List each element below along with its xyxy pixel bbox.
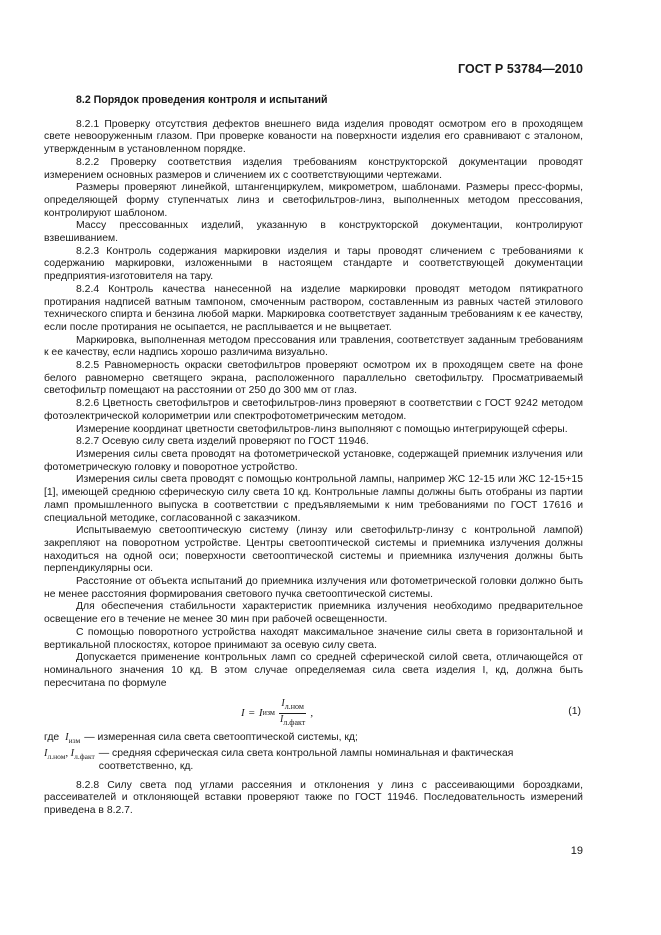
where-symbol-1-sub: изм xyxy=(68,736,81,746)
formula xyxy=(241,698,313,729)
formula-i-sub: изм xyxy=(262,708,275,718)
standard-header: ГОСТ Р 53784—2010 xyxy=(457,62,583,76)
where-symbol-2a-sub: л.ном xyxy=(47,752,66,762)
where-word: где xyxy=(44,732,60,744)
paragraph: 8.2.2 Проверку соответствия изделия требованиям конструкторской документации проводят измерением основных размеров и сличением их с соответствующими чертежами. xyxy=(44,156,583,181)
where-line-1 xyxy=(44,732,583,748)
paragraph: 8.2.3 Контроль содержания маркировки изделия и тары проводят сличением с требованиями к содержанию маркировки, изложенными в настоящем стандарте и соответствующей документации предприятия-изготовителя на тару. xyxy=(44,245,583,283)
paragraph-list xyxy=(44,119,583,691)
where-text-1: — измеренная сила света светооптической системы, кд; xyxy=(84,732,358,744)
paragraph: 8.2.4 Контроль качества нанесенной на изделие маркировки проводят методом пятикратного протирания надписей ватным тампоном, смоченным раствором, составленным из равных частей этилового технического спирта и бензина любой марки. Маркировка соответствует заданным требованиям к ее качеству, если после протирания не осыпается, не расплывается и не выцветает. xyxy=(44,283,583,333)
paragraph: Измерения силы света проводят с помощью контрольной лампы, например ЖС 12-15 или ЖС 12-15+15 [1], имеющей среднюю сферическую силу света 10 кд. Контрольные лампы должны быть отобраны из партии ламп промышленного выпуска в соответствии с предъявляемыми к ним требованиями по ГОСТ 17616 и специальной методике, согласованной с заказчиком. xyxy=(44,474,583,524)
formula-block xyxy=(44,694,583,730)
where-line-2 xyxy=(44,748,583,773)
formula-numerator xyxy=(279,698,306,714)
formula-fraction xyxy=(278,698,307,729)
paragraph: Допускается применение контрольных ламп со средней сферической силой света, отличающейся от номинального значения 10 кд. В этом случае определяемая сила света изделия I, кд, должна быть пересчитана по формуле xyxy=(44,652,583,689)
equation-number: (1) xyxy=(568,706,581,718)
paragraph: С помощью поворотного устройства находят максимальное значение силы света в горизонтальной и вертикальной плоскостях, которое принимают за осевую силу света. xyxy=(44,626,583,651)
paragraph: 8.2.7 Осевую силу света изделий проверяют по ГОСТ 11946. xyxy=(76,436,369,448)
where-symbol-2a-base: I xyxy=(44,748,48,760)
formula-trailing-comma: , xyxy=(310,707,314,720)
where-symbol-2 xyxy=(44,748,95,773)
paragraph: Измерения силы света проводят на фотометрической установке, содержащей приемник излучения или фотометрическую головку и поворотное устройство. xyxy=(44,448,583,473)
formula-denominator xyxy=(278,714,307,729)
where-symbol-2b-base: I xyxy=(70,748,75,760)
section-title: 8.2 Порядок проведения контроля и испытаний xyxy=(76,94,328,106)
denominator-base: I xyxy=(279,714,284,726)
formula-i-base: I xyxy=(258,707,263,720)
paragraph: 8.2.5 Равномерность окраски светофильтров проверяют осмотром их в проходящем свете на фоне белого равномерно светящего экрана, расположенного параллельно светофильтру. Просматриваемый светофильтр помещают на расстоянии от 250 до 300 мм от глаз. xyxy=(44,360,583,397)
final-paragraph: 8.2.8 Силу света под углами рассеяния и отклонения у линз с рассеивающими бороздками, рассеивателей и отклоняющей вставки проверяют также по ГОСТ 11946. Последовательность измерений приведена в 8.2.7. xyxy=(44,779,583,816)
where-symbol-2b-sub: л.факт xyxy=(74,752,95,762)
formula-lhs: I xyxy=(241,707,245,720)
where-symbol-1 xyxy=(65,732,80,748)
paragraph: Массу прессованных изделий, указанную в конструкторской документации, контролируют взвешиванием. xyxy=(44,220,583,245)
paragraph: Измерение координат цветности светофильтров-линз выполняют с помощью интегрирующей сферы. xyxy=(76,423,568,435)
paragraph: Маркировка, выполненная методом прессования или травления, соответствует заданным требованиям к ее качеству, если надпись хорошо различима визуально. xyxy=(44,334,583,359)
paragraph: Размеры проверяют линейкой, штангенциркулем, микрометром, шаблонами. Размеры пресс-формы, определяющей форму ступенчатых линз и светофильтров-линз, выполненных методом прессования, контролируют шаблоном. xyxy=(44,182,583,219)
formula-equals: = xyxy=(248,707,255,720)
paragraph: Испытываемую светооптическую систему (линзу или светофильтр-линзу с контрольной лампой) закрепляют на поворотном устройстве. Центры светооптической системы и приемника излучения должны находиться на одной оси; поверхности светооптической системы и приемника излучения должны быть перпендикулярны оси. xyxy=(44,525,583,575)
paragraph: 8.2.6 Цветность светофильтров и светофильтров-линз проверяют в соответствии с ГОСТ 9242 методом фотоэлектрической колориметрии или спектрофотометрическим методом. xyxy=(44,398,583,422)
page-number: 19 xyxy=(570,845,583,857)
where-symbol-separator: , xyxy=(65,748,71,760)
paragraph: Для обеспечения стабильности характеристик приемника излучения необходимо предварительное освещение его в течение не менее 30 мин при рабочей освещенности. xyxy=(44,601,583,626)
where-text-2: — средняя сферическая сила света контрольной лампы номинальная и фактическая соответственно, кд. xyxy=(98,748,514,772)
page-content xyxy=(44,94,583,818)
numerator-base: I xyxy=(281,698,285,710)
paragraph: Расстояние от объекта испытаний до приемника излучения или фотометрической головки должно быть не менее расстояния формирования светового пучка светооптической системы. xyxy=(44,576,583,600)
where-symbol-1-base: I xyxy=(65,732,69,744)
paragraph: 8.2.1 Проверку отсутствия дефектов внешнего вида изделия проводят осмотром его в проходящем свете невооруженным глазом. При проверке кованости на поверхности изделия его сравнивают с эталоном, утвержденным в установленном порядке. xyxy=(44,118,583,156)
denominator-sub: л.факт xyxy=(283,718,306,728)
numerator-sub: л.ном xyxy=(284,702,304,712)
